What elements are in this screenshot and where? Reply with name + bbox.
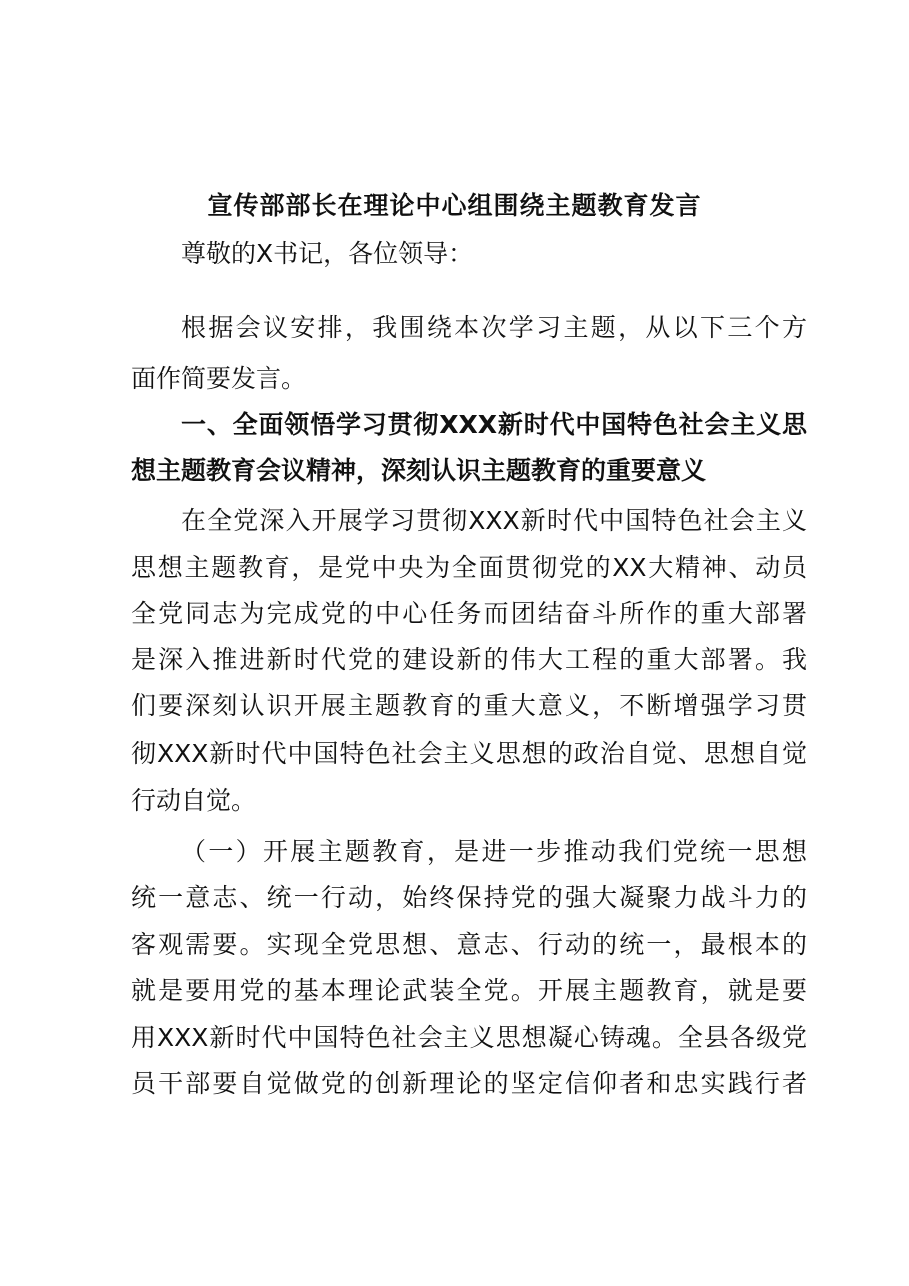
text-line: 客观需要。实现全党思想、意志、行动的统一，最根本的 [131, 930, 807, 959]
text-line: 面作简要发言。 [131, 364, 307, 393]
text-line: 行动自觉。 [131, 786, 257, 815]
text-line: 根据会议安排，我围绕本次学习主题，从以下三个方 [181, 313, 807, 342]
text-line: 们要深刻认识开展主题教育的重大意义，不断增强学习贯 [131, 691, 807, 720]
text-line: 员干部要自觉做党的创新理论的坚定信仰者和忠实践行者 [131, 1069, 807, 1098]
text-line: 用XXX新时代中国特色社会主义思想凝心铸魂。全县各级党 [131, 1023, 807, 1052]
text-line: （一）开展主题教育，是进一步推动我们党统一思想 [181, 837, 807, 866]
text-line: 统一意志、统一行动，始终保持党的强大凝聚力战斗力的 [131, 883, 807, 912]
document-title: 宣传部部长在理论中心组围绕主题教育发言 [207, 191, 702, 220]
text-line: 思想主题教育，是党中央为全面贯彻党的XX大精神、动员 [131, 553, 807, 582]
text-line: 是深入推进新时代党的建设新的伟大工程的重大部署。我 [131, 645, 807, 674]
text-line: 全党同志为完成党的中心任务而团结奋斗所作的重大部署 [131, 599, 807, 628]
text-line: 就是要用党的基本理论武装全党。开展主题教育，就是要 [131, 976, 807, 1005]
section-heading-line: 想主题教育会议精神，深刻认识主题教育的重要意义 [131, 456, 707, 485]
text-line: 彻XXX新时代中国特色社会主义思想的政治自觉、思想自觉 [131, 739, 807, 768]
section-heading-line: 一、全面领悟学习贯彻XXX新时代中国特色社会主义思 [181, 410, 807, 439]
text-line: 在全党深入开展学习贯彻XXX新时代中国特色社会主义 [181, 506, 807, 535]
salutation-line: 尊敬的X书记，各位领导： [181, 239, 474, 268]
